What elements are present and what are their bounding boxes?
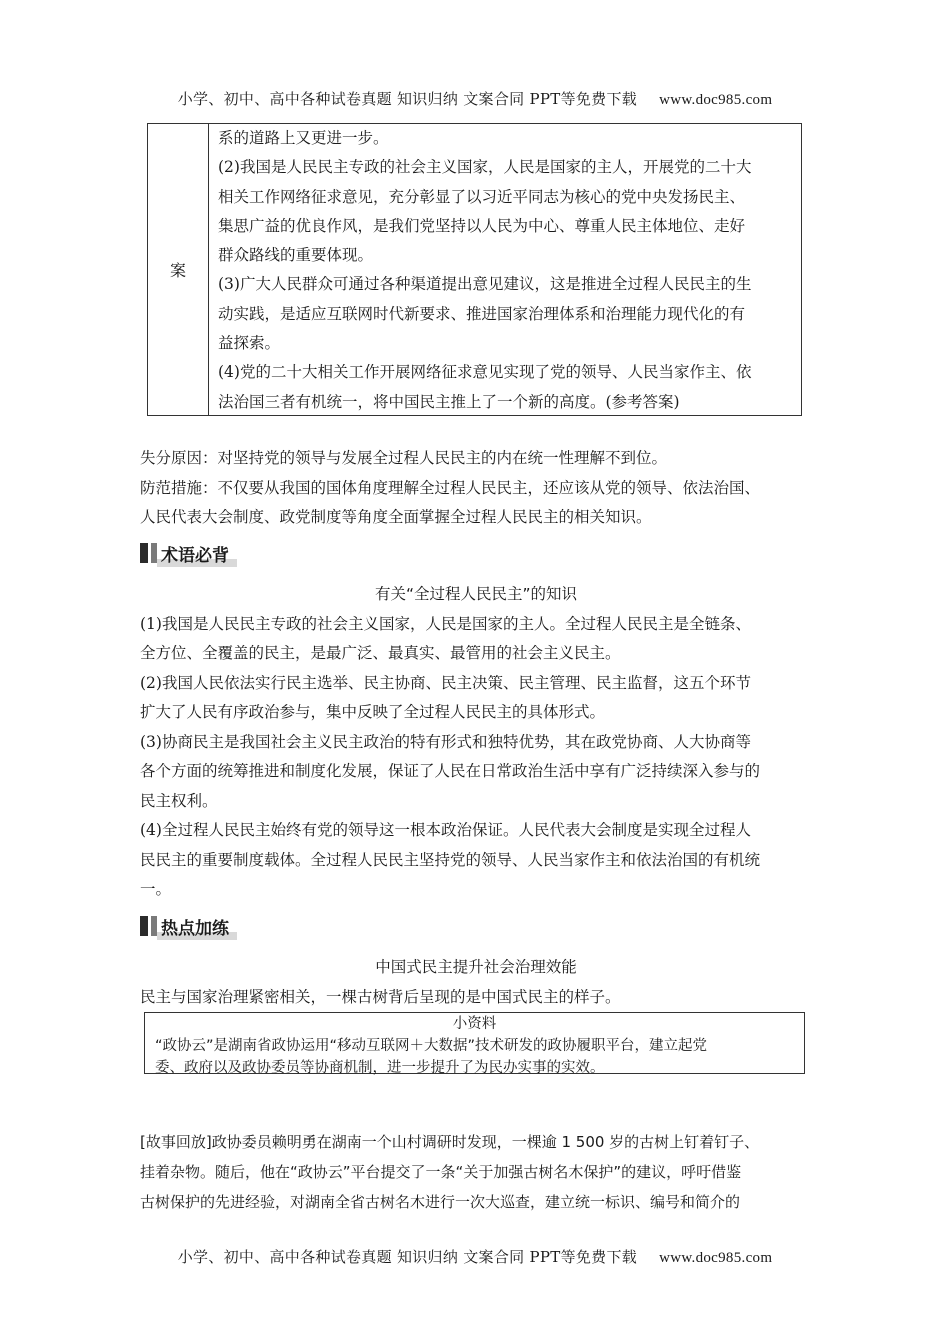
terms-line: (3)协商民主是我国社会主义民主政治的特有形式和独特优势，其在政党协商、人大协商等: [140, 732, 751, 751]
analysis-line: 人民代表大会制度、政党制度等角度全面掌握全过程人民民主的相关知识。: [140, 508, 652, 526]
analysis-line: 防范措施：不仅要从我国的国体角度理解全过程人民民主，还应该从党的领导、依法治国、: [140, 478, 761, 497]
answer-line: 集思广益的优良作风，是我们党坚持以人民为中心、尊重人民主体地位、走好: [218, 216, 746, 235]
page-footer: [0, 1246, 950, 1267]
material-line: “政协云”是湖南省政协运用“移动互联网＋大数据”技术研发的政协履职平台，建立起党: [155, 1038, 708, 1054]
terms-line: (4)全过程人民民主始终有党的领导这一根本政治保证。人民代表大会制度是实现全过程人: [140, 821, 751, 839]
hot-intro-block: [140, 953, 812, 1012]
terms-subtitle: 有关“全过程人民民主”的知识: [374, 585, 578, 603]
section-header-hot: [140, 914, 237, 938]
terms-line: (1)我国是人民民主专政的社会主义国家，人民是国家的主人。全过程人民民主是全链条、: [140, 614, 751, 633]
answer-line: (3)广大人民群众可通过各种渠道提出意见建议，这是推进全过程人民民主的生: [218, 275, 752, 294]
answer-line: 动实践，是适应互联网时代新要求、推进国家治理体系和治理能力现代化的有: [218, 304, 746, 323]
answer-body: [209, 124, 801, 415]
terms-line: 各个方面的统筹推进和制度化发展，保证了人民在日常政治生活中享有广泛持续深入参与的: [140, 762, 761, 780]
answer-line: 法治国三者有机统一，将中国民主推上了一个新的高度。(参考答案): [218, 392, 680, 411]
answer-line: 益探索。: [218, 334, 281, 353]
section-header-terms: [140, 541, 237, 565]
material-box: [144, 1012, 805, 1074]
footer-text: 小学、初中、高中各种试卷真题 知识归纳 文案合同 PPT等免费下载: [177, 1248, 638, 1266]
answer-line: 相关工作网络征求意见，充分彰显了以习近平同志为核心的党中央发扬民主、: [218, 187, 746, 206]
section-title: 热点加练: [157, 913, 237, 940]
footer-site-link[interactable]: www.doc985.com: [659, 1250, 773, 1266]
answer-line: (4)党的二十大相关工作开展网络征求意见实现了党的领导、人民当家作主、依: [218, 363, 752, 382]
header-site-link[interactable]: www.doc985.com: [659, 92, 773, 108]
analysis-line: 失分原因：对坚持党的领导与发展全过程人民民主的内在统一性理解不到位。: [140, 449, 668, 467]
story-block: [140, 1127, 812, 1217]
terms-block: [140, 580, 812, 905]
story-line: [故事回放]政协委员赖明勇在湖南一个山村调研时发现，一棵逾 1 500 岁的古树上钉着钉子、: [140, 1133, 760, 1151]
terms-line: 民民主的重要制度载体。全过程人民民主坚持党的领导、人民当家作主和依法治国的有机统: [140, 850, 761, 869]
material-box-title: 小资料: [452, 1016, 497, 1032]
page-header: [0, 88, 950, 109]
terms-line: 民主权利。: [140, 791, 218, 810]
analysis-block: [140, 444, 812, 533]
answer-label: 案: [148, 124, 209, 415]
terms-line: 扩大了人民有序政治参与，集中反映了全过程人民民主的具体形式。: [140, 703, 606, 721]
header-text: 小学、初中、高中各种试卷真题 知识归纳 文案合同 PPT等免费下载: [177, 90, 638, 108]
terms-line: 全方位、全覆盖的民主，是最广泛、最真实、最管用的社会主义民主。: [140, 644, 621, 662]
story-line: 古树保护的先进经验，对湖南全省古树名木进行一次大巡查，建立统一标识、编号和简介的: [140, 1193, 741, 1211]
section-marker-icon: [140, 916, 148, 936]
section-marker-icon: [140, 543, 148, 563]
hot-subtitle: 中国式民主提升社会治理效能: [375, 958, 577, 976]
answer-line: 群众路线的重要体现。: [218, 246, 374, 265]
answer-line: (2)我国是人民民主专政的社会主义国家，人民是国家的主人，开展党的二十大: [218, 158, 752, 177]
story-line: 挂着杂物。随后，他在“政协云”平台提交了一条“关于加强古树名木保护”的建议，呼吁借鉴: [140, 1163, 742, 1181]
terms-line: 一。: [140, 880, 172, 898]
answer-table: [147, 123, 802, 416]
terms-line: (2)我国人民依法实行民主选举、民主协商、民主决策、民主管理、民主监督，这五个环节: [140, 673, 751, 692]
hot-intro: 民主与国家治理紧密相关，一棵古树背后呈现的是中国式民主的样子。: [140, 987, 621, 1006]
answer-line: 系的道路上又更进一步。: [218, 129, 389, 147]
section-title: 术语必背: [157, 540, 237, 567]
material-line: 委、政府以及政协委员等协商机制，进一步提升了为民办实事的实效。: [155, 1060, 605, 1076]
